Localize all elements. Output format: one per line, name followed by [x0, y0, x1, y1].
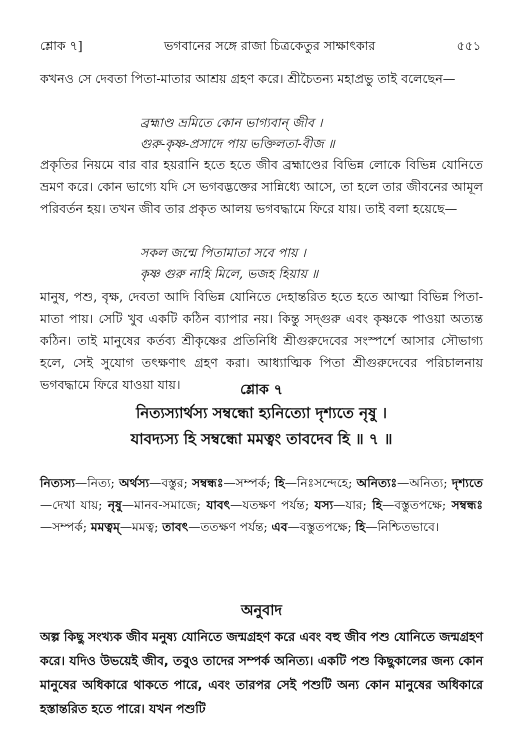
quoted-verse-1: [140, 112, 335, 154]
purport-paragraph-3: মানুষ, পশু, বৃক্ষ, দেবতা আদি বিভিন্ন যোনিতে দেহান্তরিত হতে হতে আত্মা বিভিন্ন পিতা-মাতা পায়। সেটি খুব একটি কঠিন ব্যাপার নয়। কিন্তু সদ্গুরু এবং কৃষ্ণকে পাওয়া অত্যন্ত কঠিন। তাই মানুষের কর্তব্য শ্রীকৃষ্ণের প্রতিনিধি শ্রীগুরুদেবের সংস্পর্শে আসার সৌভাগ্য হলে, সেই সুযোগ তৎক্ষণাৎ গ্রহণ করা। আধ্যাত্মিক পিতা শ্রীগুরুদেবের পরিচালনায় ভগবদ্ধামে ফিরে যাওয়া যায়।: [40, 289, 483, 392]
synonym-term: এব: [271, 520, 288, 534]
synonym-term: যস্য: [314, 498, 334, 512]
word-for-word-synonyms: নিত্যস্য—নিত্য; অর্থস্য—বস্তুর; সম্বন্ধঃ—সম্পর্ক; হি—নিঃসন্দেহে; অনিত্যঃ—অনিত্য; দৃশ্যতে—দেখা যায়; নৃষু—মানব-সমাজে; যাবৎ—যতক্ষণ পর্যন্ত; যস্য—যার; হি—বস্তুতপক্ষে; সম্বন্ধঃ—সম্পর্ক; মমত্বম্—মমত্ব; তাবৎ—ততক্ষণ পর্যন্ত; এব—বস্তুতপক্ষে; হি—নিশ্চিতভাবে।: [40, 476, 484, 534]
synonym-term: অর্থস্য: [119, 476, 150, 490]
synonym-term: নৃষু: [107, 498, 122, 512]
translation-text: অল্প কিছু সংখ্যক জীব মনুষ্য যোনিতে জন্মগ্রহণ করে এবং বহু জীব পশু যোনিতে জন্মগ্রহণ করে। যদিও উভয়েই জীব, তবুও তাদের সম্পর্ক অনিত্য। একটি পশু কিছুকালের জন্য কোন মানুষের অধিকারে থাকতে পারে, এবং তারপর সেই পশুটি অন্য কোন মানুষের অধিকারে হস্তান্তরিত হতে পারে। যখন পশুটি: [40, 629, 483, 716]
synonym-term: সম্বন্ধঃ: [192, 476, 224, 490]
synonym-term: তাবৎ: [162, 520, 189, 534]
synonym-term: হি: [355, 520, 366, 534]
synonym-meaning: যতক্ষণ পর্যন্ত;: [242, 498, 315, 512]
synonym-term: হি: [274, 476, 285, 490]
verse-line: সকল জন্মে পিতামাতা সবে পায় ।: [140, 245, 306, 260]
purport-paragraph-2: প্রকৃতির নিয়মে বার বার হয়রানি হতে হতে জীব ব্রহ্মাণ্ডের বিভিন্ন লোকে বিভিন্ন যোনিতে ভ্রমণ করে। কোন ভাগ্যে যদি সে ভগবদ্ভক্তের সান্নিধ্যে আসে, তা হলে তার জীবনের আমূল পরিবর্তন হয়। তখন জীব তার প্রকৃত আলয় ভগবদ্ধামে ফিরে যায়। তাই বলা হয়েছে—: [40, 157, 483, 216]
synonym-meaning: সম্পর্ক;: [52, 520, 91, 534]
synonym-term: সম্বন্ধঃ: [451, 498, 483, 512]
synonym-term: যাবৎ: [206, 498, 231, 512]
synonym-meaning: নিত্য;: [87, 476, 120, 490]
sanskrit-verse-line-2: যাবদ্যস্য হি সম্বন্ধো মমত্বং তাবদেব হি ॥ ৭ ॥: [130, 430, 393, 448]
synonym-term: দৃশ্যতে: [451, 476, 484, 490]
synonym-meaning: মানব-সমাজে;: [134, 498, 207, 512]
purport-paragraph-1: কখনও সে দেবতা পিতা-মাতার আশ্রয় গ্রহণ করে। শ্রীচৈতন্য মহাপ্রভু তাই বলেছেন—: [40, 71, 456, 86]
synonym-term: অনিত্যঃ: [356, 476, 398, 490]
synonym-meaning: যার;: [345, 498, 373, 512]
translation-heading: অনুবাদ: [240, 602, 283, 619]
synonym-meaning: অনিত্য;: [409, 476, 452, 490]
verse-line: ব্রহ্মাণ্ড ভ্রমিতে কোন ভাগ্যবান্ জীব ।: [140, 115, 323, 130]
synonym-meaning: বস্তুতপক্ষে;: [394, 498, 452, 512]
header-verse-ref: শ্লোক ৭]: [40, 38, 83, 53]
synonym-meaning: দেখা যায়;: [52, 498, 108, 512]
verse-line: কৃষ্ণ গুরু নাহি মিলে, ভজহ হিয়ায় ॥: [140, 266, 319, 281]
synonym-meaning: বস্তুতপক্ষে;: [299, 520, 356, 534]
header-page-number: ৫৫১: [456, 38, 481, 53]
header-chapter-title: ভগবানের সঙ্গে রাজা চিত্রকেতুর সাক্ষাৎকার: [163, 38, 376, 53]
synonym-term: নিত্যস্য: [40, 476, 76, 490]
synonym-meaning: বস্তুর;: [161, 476, 193, 490]
shloka-heading: শ্লোক ৭: [240, 382, 283, 398]
synonym-term: মমত্বম্: [90, 520, 120, 534]
page-header: [40, 38, 481, 58]
quoted-verse-2: [140, 242, 318, 284]
synonym-meaning: নিঃসন্দেহে;: [296, 476, 357, 490]
synonym-meaning: নিশ্চিতভাবে।: [377, 520, 440, 534]
sanskrit-verse-line-1: নিত্যস্যার্থস্য সম্বন্ধো হ্যনিত্যো দৃশ্যতে নৃষু ।: [136, 404, 387, 422]
synonym-meaning: সম্পর্ক;: [235, 476, 275, 490]
synonym-term: হি: [372, 498, 383, 512]
verse-line: গুরু-কৃষ্ণ-প্রসাদে পায় ভক্তিলতা-বীজ ॥: [140, 136, 335, 151]
synonym-meaning: মমত্ব;: [132, 520, 163, 534]
synonym-meaning: ততক্ষণ পর্যন্ত;: [200, 520, 272, 534]
